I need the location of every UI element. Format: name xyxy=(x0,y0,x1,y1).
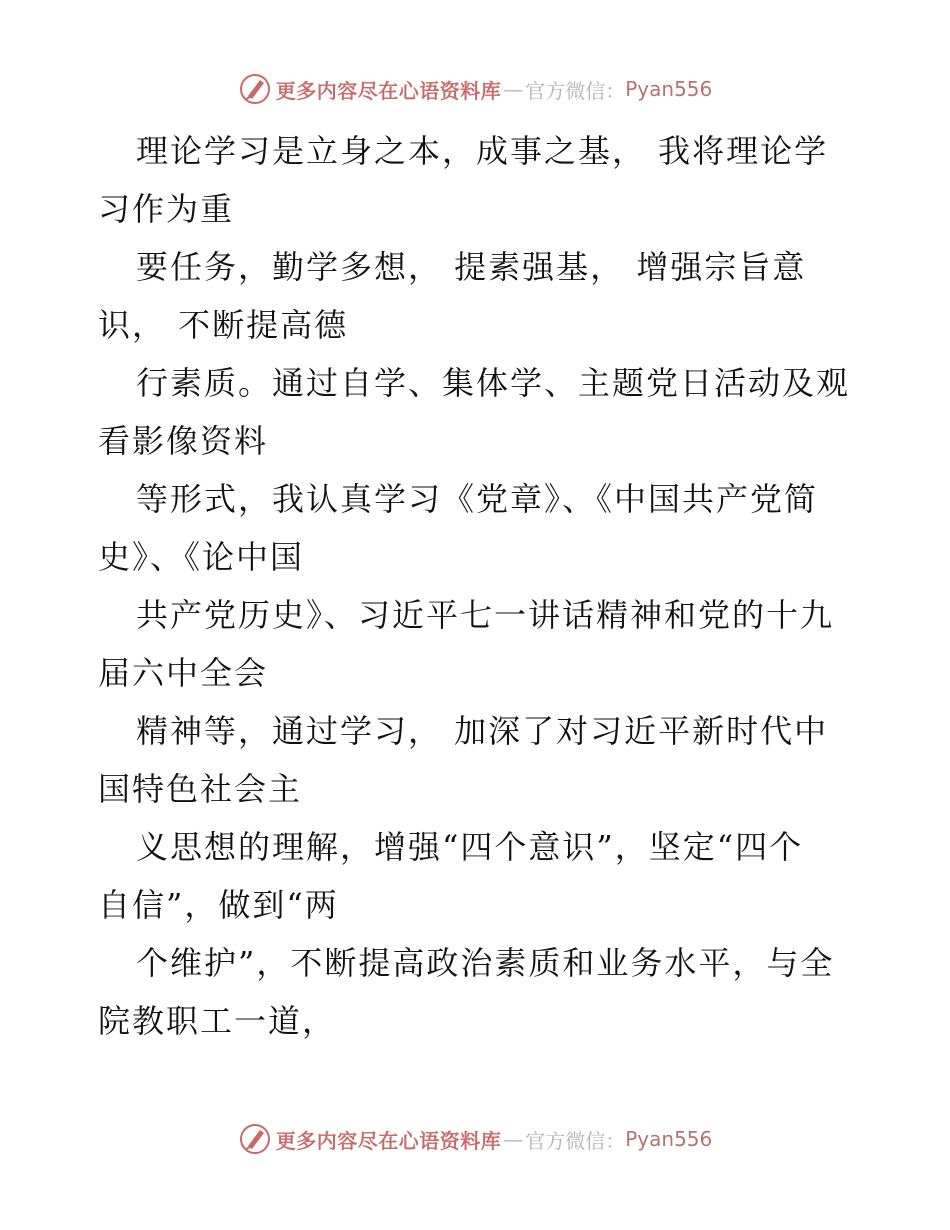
paragraph-line: 理论学习是立身之本，成事之基， 我将理论学 xyxy=(136,132,829,170)
header-watermark xyxy=(0,72,950,106)
paragraph-line: 行素质。通过自学、集体学、主题党日活动及观 xyxy=(136,364,851,402)
watermark-dash: — xyxy=(503,77,524,101)
paragraph-line: 习作为重 xyxy=(98,190,235,228)
paragraph-line: 要任务，勤学多想， 提素强基， 增强宗旨意 xyxy=(136,248,807,286)
pen-seal-logo-icon xyxy=(238,72,272,106)
paragraph-line: 义思想的理解，增强“四个意识”，坚定“四个 xyxy=(136,828,804,866)
paragraph-line: 史》、《论中国 xyxy=(98,538,305,576)
paragraph-line: 院教职工一道， xyxy=(98,1002,337,1040)
watermark-wechat-id: Pyan556 xyxy=(625,1127,713,1151)
paragraph-line: 识， 不断提高德 xyxy=(98,306,349,344)
watermark-wechat-id: Pyan556 xyxy=(625,77,713,101)
paragraph-line: 国特色社会主 xyxy=(98,770,303,808)
paragraph-line: 届六中全会 xyxy=(98,654,269,692)
paragraph-line: 个维护”，不断提高政治素质和业务水平，与全 xyxy=(136,944,835,982)
paragraph-line: 共产党历史》、习近平七一讲话精神和党的十九 xyxy=(136,596,835,634)
footer-watermark xyxy=(0,1122,950,1156)
paragraph-line: 看影像资料 xyxy=(98,422,269,460)
watermark-wechat-label: 官方微信： xyxy=(525,78,626,103)
watermark-dash: — xyxy=(503,1127,524,1151)
paragraph-line: 等形式，我认真学习《党章》、《中国共产党简 xyxy=(136,480,819,518)
paragraph-line: 自信”，做到“两 xyxy=(98,886,339,924)
watermark-main-text: 更多内容尽在心语资料库 xyxy=(275,1128,502,1153)
watermark-wechat-label: 官方微信： xyxy=(525,1128,626,1153)
paragraph-line: 精神等，通过学习， 加深了对习近平新时代中 xyxy=(136,712,829,750)
watermark-main-text: 更多内容尽在心语资料库 xyxy=(275,78,502,103)
document-body xyxy=(98,122,858,1050)
pen-seal-logo-icon xyxy=(238,1122,272,1156)
